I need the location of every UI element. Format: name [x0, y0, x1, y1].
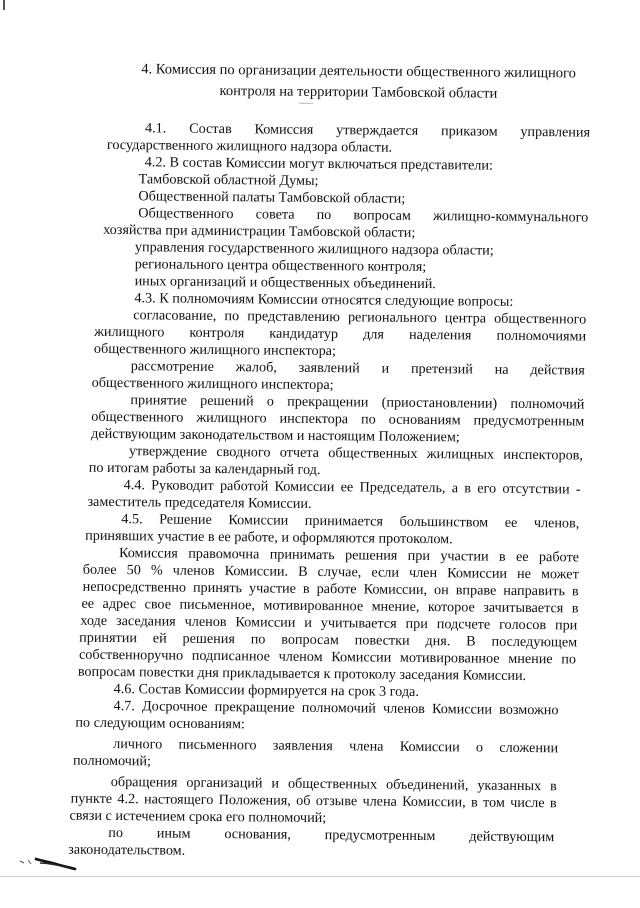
paragraph-line: 4.7. Досрочное прекращение полномочий членов Комиссии возможно: [113, 698, 559, 719]
paragraph-line: 4.4. Руководит работой Комиссии ее Председатель, а в его отсутствии -: [123, 477, 581, 498]
scan-corner-mark: [3, 0, 5, 10]
paragraph-line: законодательством.: [68, 841, 186, 859]
paragraph-line: принявших участие в ее работе, и оформляются протоколом.: [85, 527, 453, 548]
paragraph-line: Общественного совета по вопросам жилищно-коммунального: [138, 205, 589, 226]
paragraph-line: собственноручно подписанное членом Комиссии мотивированное мнение по: [78, 646, 577, 668]
paragraph-line: Общественной палаты Тамбовской области;: [138, 188, 406, 207]
paragraph-line: принятие решений о прекращении (приостановлении) полномочий: [130, 392, 585, 413]
paragraph-line: общественного жилищного инспектора;: [93, 340, 337, 360]
paragraph-line: регионального центра общественного контроля;: [134, 256, 427, 276]
paragraph-line: по итогам работы за календарный год.: [88, 459, 321, 479]
section-heading-line-2: контроля на территории Тамбовской области: [219, 83, 498, 102]
paragraph-line: более 50 % членов Комиссии. В случае, если член Комиссии не может: [82, 561, 579, 583]
paragraph-line: иных организаций и общественных объединений.: [134, 273, 436, 293]
paragraph-line: управления государственного жилищного надзора области;: [134, 239, 494, 259]
paragraph-line: государственного жилищного надзора области.: [106, 136, 393, 156]
paragraph-line: жилищного контроля кандидатур для наделения полномочиями: [94, 323, 587, 345]
paragraph-line: личного письменного заявления члена Комиссии о сложении: [113, 736, 559, 757]
paragraph-line: согласование, по представлению регионального центра общественного: [133, 307, 587, 328]
paragraph-line: рассмотрение жалоб, заявлений и претензий на действия: [130, 358, 585, 379]
handwritten-scribble: [18, 855, 78, 871]
paragraph-line: 4.5. Решение Комиссии принимается большинством ее членов,: [121, 511, 580, 532]
paragraph-line: непосредственно принять участие в работе Комиссии, он вправе направить в: [82, 578, 579, 600]
scan-edge-line: [0, 876, 640, 877]
paragraph-line: ее адрес свое письменное, мотивированное мнение, которое зачитывается в: [81, 595, 579, 617]
paragraph-line: пункте 4.2. настоящего Положения, об отзыве члена Комиссии, в том числе в: [70, 790, 557, 812]
paragraph-line: ходе заседания членов Комиссии и учитывается при подсчете голосов при: [80, 612, 578, 634]
paragraph-line: 4.3. К полномочиям Комиссии относятся следующие вопросы:: [134, 290, 514, 310]
paragraph-line: по иным основания, предусмотренным действующим: [108, 824, 555, 846]
paragraph-line: заместитель председателя Комиссии.: [87, 493, 312, 512]
paragraph-line: принятии ей решения по вопросам повестки дня. В последующем: [79, 629, 578, 651]
scan-speck: [299, 103, 313, 104]
paragraph-line: 4.2. В состав Комиссии могут включаться представители:: [144, 154, 494, 174]
paragraph-line: общественного жилищного инспектора по основаниям предусмотренным: [91, 408, 585, 430]
paragraph-line: 4.6. Состав Комиссии формируется на срок 3 года.: [113, 681, 419, 700]
paragraph-line: утверждение сводного отчета общественных жилищных инспекторов,: [128, 443, 584, 464]
paragraph-line: обращения организаций и общественных объединений, указанных в: [110, 774, 557, 795]
paragraph-line: по следующим основаниям:: [75, 714, 245, 733]
paragraph-line: связи с истечением срока его полномочий;: [69, 807, 327, 827]
paragraph-line: Тамбовской областной Думы;: [138, 171, 319, 189]
section-heading-line-1: 4. Комиссия по организации деятельности общественного жилищного: [141, 61, 577, 82]
paragraph-line: общественного жилищного инспектора;: [91, 374, 334, 394]
paragraph-line: полномочий;: [72, 752, 152, 770]
paragraph-line: действующим законодательством и настоящим Положением;: [91, 425, 460, 446]
paragraph-line: Комиссия правомочна принимать решения при участии в ее работе: [118, 545, 580, 566]
paragraph-line: вопросам повестки дня прикладывается к протоколу заседания Комиссии.: [77, 663, 527, 684]
paragraph-line: хозяйства при администрации Тамбовской области;: [103, 221, 416, 241]
paragraph-line: 4.1. Состав Комиссия утверждается приказом управления: [145, 120, 591, 141]
